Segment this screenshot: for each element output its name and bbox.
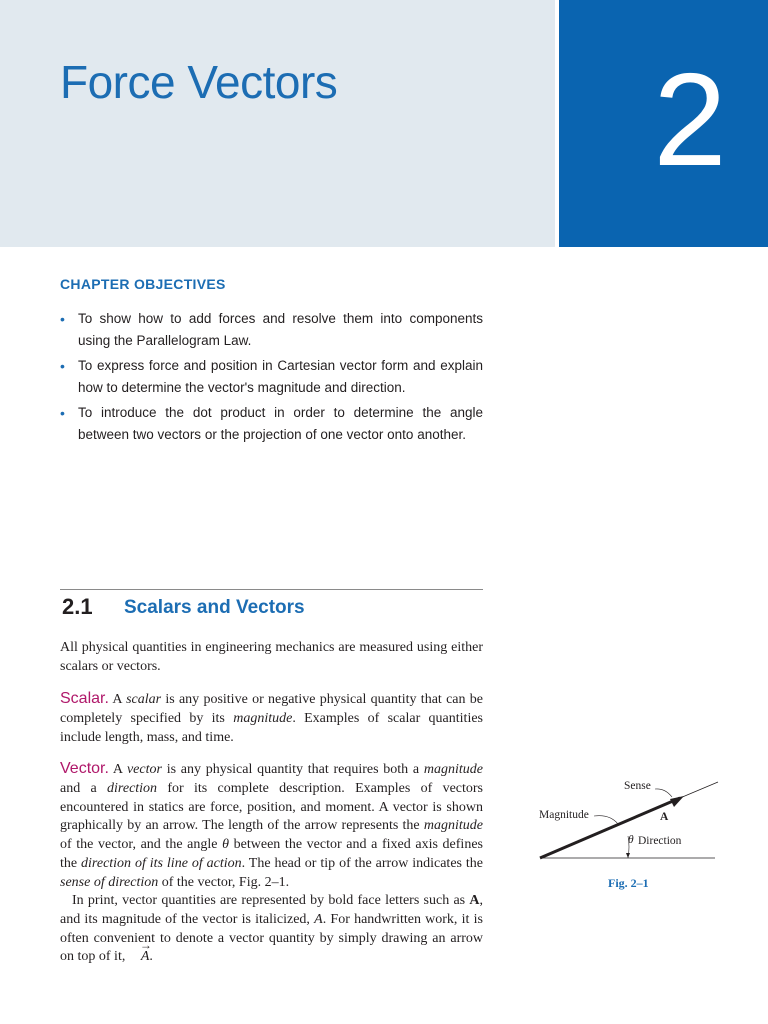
angle-arrow-icon [626,853,630,858]
text-run: A [108,762,127,777]
emphasis: sense of direction [60,874,159,890]
text-run: and a [60,780,108,796]
emphasis: magnitude [233,710,293,726]
italic-magnitude-symbol: A [314,911,323,927]
objective-item [60,308,483,352]
bold-vector-symbol: A [469,893,480,908]
theta-symbol: θ [222,837,230,853]
magnitude-label: Magnitude [539,809,589,821]
text-run: between the vector and a fixed axis defines the [60,837,483,871]
emphasis: direction [107,780,158,796]
sense-leader [655,789,672,797]
theta-label: θ [628,834,634,846]
sense-label: Sense [624,780,651,792]
objective-text: To show how to add forces and resolve them into components using the Parallelogram Law. [78,311,483,348]
arrowhead-icon [670,796,684,807]
print-notation-paragraph [60,892,483,967]
emphasis: magnitude [423,818,483,834]
text-run: . Examples of scalar quantities include length, mass, and time. [60,710,483,745]
emphasis: direction of its line of action [81,855,242,871]
vector-label: A [660,811,669,823]
magnitude-leader [594,816,618,824]
section-title: Scalars and Vectors [124,597,305,618]
text-run: , and its magnitude of the vector is italicized, [60,893,483,927]
text-run: In print, vector quantities are represented by bold face letters such as [72,893,470,908]
scalar-paragraph [60,690,483,747]
chapter-number: 2 [653,46,727,193]
objectives-heading: CHAPTER OBJECTIVES [60,276,226,292]
objectives-list [60,308,483,449]
figure-caption: Fig. 2–1 [608,876,649,890]
text-run: is any physical quantity that requires both a [161,762,424,777]
objective-item [60,402,483,446]
text-run: . For handwritten work, it is often convenient to denote a vector quantity by simply drawing an arrow on top of it, [60,911,483,965]
text-run: of the vector, Fig. 2–1. [158,874,290,890]
text-run: A [108,692,127,707]
scalar-run-in-heading: Scalar. [60,690,109,707]
line-of-action [680,782,718,798]
bullet-icon: • [60,358,65,374]
text-run: for its complete description. Examples of vectors encountered in statics are force, position, and moment. A vector is shown graphically by an arrow. The length of the arrow represents the [60,780,483,834]
direction-label: Direction [638,835,682,847]
objective-text: To express force and position in Cartesian vector form and explain how to determine the vector's magnitude and direction. [78,358,483,395]
text-run: is any positive or negative physical quantity that can be completely specified by its [60,692,484,726]
objective-text: To introduce the dot product in order to determine the angle between two vectors or the projection of one vector onto another. [78,405,483,442]
vector-paragraph [60,760,483,893]
emphasis: scalar [126,692,162,707]
emphasis: vector [126,762,162,777]
chapter-title: Force Vectors [60,56,338,108]
objective-item [60,355,483,399]
vector-arrow-shaft [540,798,680,858]
vector-run-in-heading: Vector. [60,760,109,777]
arrow-vector-symbol: → A [129,948,150,967]
bullet-icon: • [60,311,65,327]
section-divider [60,589,483,590]
emphasis: magnitude [423,762,483,777]
text-run: . [149,949,153,965]
section-number: 2.1 [62,594,93,619]
text-run: of the vector, and the angle [60,837,223,853]
bullet-icon: • [60,405,65,421]
text-run: . The head or tip of the arrow indicates the [241,855,483,871]
chapter-header-band [0,0,555,247]
intro-paragraph: All physical quantities in engineering mechanics are measured using either scalars or vectors. [60,640,483,674]
